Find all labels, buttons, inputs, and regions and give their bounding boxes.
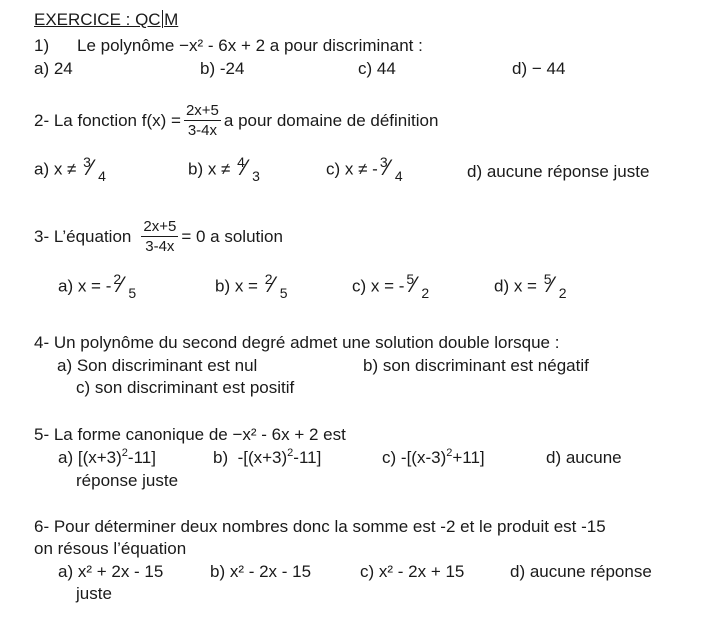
q4-option-a: a) Son discriminant est nul: [57, 356, 258, 375]
q3-option-d: d) x = 5 ⁄ 2: [494, 271, 567, 301]
q4-text: 4- Un polynôme du second degré admet une solution double lorsque :: [34, 333, 560, 352]
q6-text-line2: on résous l’équation: [34, 539, 187, 558]
q1-option-b: b) -24: [200, 59, 245, 78]
text-cursor: [162, 10, 164, 28]
q3-option-a: a) x = - 2 ⁄ 5: [58, 271, 137, 301]
q6-option-d-continued: juste: [76, 584, 112, 603]
q2-text: 2- La fonction f(x) = $\frac{2x+5}{3-4x}$ a pour domaine de définition: [34, 102, 439, 139]
q2-option-b: b) x ≠ 4 ⁄ 3: [188, 154, 260, 184]
q6-text: 6- Pour déterminer deux nombres donc la somme est -2 et le produit est -15: [34, 517, 606, 536]
q3-option-c: c) x = - 5 ⁄ 2: [352, 271, 430, 301]
q3-text: 3- L’équation $\frac{2x+5}{3-4x}$ = 0 a solution: [34, 218, 283, 255]
q6-option-c: c) x² - 2x + 15: [360, 562, 465, 581]
q1-option-a: a) 24: [34, 59, 73, 78]
q4-option-b: b) son discriminant est négatif: [363, 356, 589, 375]
q5-option-b: b) $-[(x+3)^2-11]$: [213, 447, 322, 467]
q1-number: 1): [34, 36, 50, 55]
q5-option-a: a) $[(x+3)^2-11]$: [58, 447, 156, 467]
q2-option-d: d) aucune réponse juste: [467, 162, 650, 181]
q1-option-d: d) − 44: [512, 59, 566, 78]
q5-option-d-continued: réponse juste: [76, 471, 179, 490]
q2-option-a: a) x ≠ 3 ⁄ 4: [34, 154, 106, 184]
q2-option-c: c) x ≠ - 3 ⁄ 4: [326, 154, 403, 184]
q6-option-b: b) x² - 2x - 15: [210, 562, 312, 581]
q6-option-a: a) x² + 2x - 15: [58, 562, 164, 581]
q4-option-c: c) son discriminant est positif: [76, 378, 295, 397]
q1-option-c: c) 44: [358, 59, 396, 78]
q5-option-d: d) aucune: [546, 448, 622, 467]
q5-option-c: c) $-[(x-3)^2+11]$: [382, 447, 485, 467]
q5-text: 5- La forme canonique de −x² - 6x + 2 est: [34, 425, 346, 444]
q3-fraction: $\frac{2x+5}{3-4x}$: [143, 218, 177, 255]
q6-option-d: d) aucune réponse: [510, 562, 652, 581]
q2-fraction: $\frac{2x+5}{3-4x}$: [185, 102, 219, 139]
exercise-title: EXERCICE : QC M: [34, 10, 179, 29]
q1-text: Le polynôme −x² - 6x + 2 a pour discriminant :: [77, 36, 423, 55]
q3-option-b: b) x = 2 ⁄ 5: [215, 271, 288, 301]
